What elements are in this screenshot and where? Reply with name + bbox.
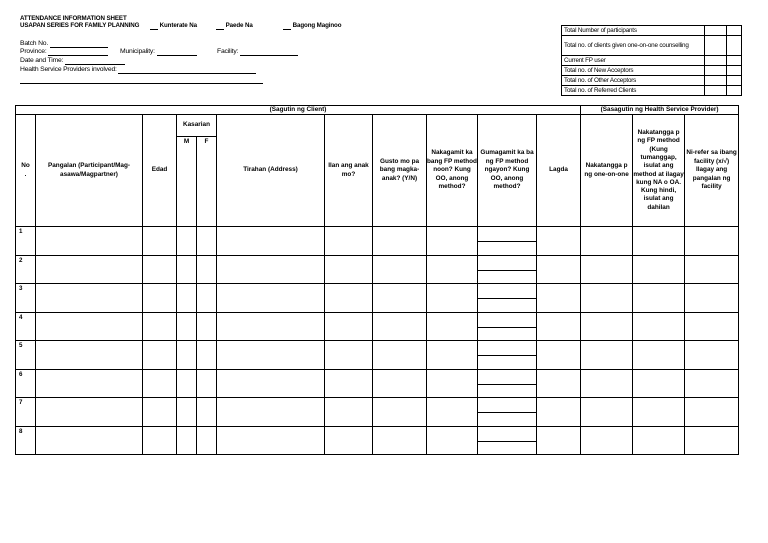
table-cell[interactable] — [633, 426, 685, 455]
col-header-no: No . — [16, 115, 36, 227]
table-cell[interactable] — [177, 341, 197, 370]
table-cell[interactable] — [36, 227, 143, 256]
section-header-row — [16, 106, 739, 115]
table-cell[interactable] — [177, 398, 197, 427]
summary-row — [562, 76, 742, 86]
option-bagong-maginoo[interactable]: Bagong Maginoo — [283, 22, 341, 30]
table-cell[interactable] — [427, 341, 478, 370]
cell-divider — [478, 412, 536, 413]
col-header-sex: Kasarian — [177, 115, 217, 137]
table-cell[interactable] — [197, 284, 217, 313]
table-cell[interactable] — [325, 341, 373, 370]
table-cell[interactable] — [581, 398, 633, 427]
summary-extra-cell[interactable] — [727, 76, 742, 86]
table-cell[interactable] — [143, 227, 177, 256]
table-cell[interactable] — [373, 284, 427, 313]
table-cell[interactable] — [143, 398, 177, 427]
table-cell[interactable] — [36, 398, 143, 427]
table-row — [16, 341, 739, 370]
table-cell[interactable] — [581, 227, 633, 256]
table-cell[interactable] — [427, 227, 478, 256]
col-header-age: Edad — [143, 115, 177, 227]
cell-using-fp[interactable] — [478, 398, 537, 427]
facility-field[interactable]: Facility: — [217, 48, 298, 56]
providers-field[interactable]: Health Service Providers involved: — [20, 66, 256, 74]
row-number: 8 — [16, 426, 36, 455]
table-cell[interactable] — [427, 426, 478, 455]
col-header-address: Tirahan (Address) — [217, 115, 325, 227]
table-cell[interactable] — [633, 227, 685, 256]
table-cell[interactable] — [685, 341, 739, 370]
col-header-signature: Lagda — [537, 115, 581, 227]
summary-row — [562, 86, 742, 96]
table-cell[interactable] — [197, 426, 217, 455]
municipality-field[interactable]: Municipality: — [120, 48, 197, 56]
cell-using-fp[interactable] — [478, 369, 537, 398]
summary-extra-cell[interactable] — [727, 56, 742, 66]
option-kunterate[interactable]: Kunterate Na — [150, 22, 197, 30]
summary-row — [562, 36, 742, 56]
table-cell[interactable] — [177, 255, 197, 284]
table-cell[interactable] — [685, 227, 739, 256]
cell-using-fp[interactable] — [478, 227, 537, 256]
table-cell[interactable] — [197, 398, 217, 427]
table-cell[interactable] — [685, 284, 739, 313]
table-cell[interactable] — [197, 369, 217, 398]
table-cell[interactable] — [197, 312, 217, 341]
summary-row — [562, 56, 742, 66]
cell-using-fp[interactable] — [478, 426, 537, 455]
col-header-want-more: Gusto mo pa bang magka-anak? (Y/N) — [373, 115, 427, 227]
cell-divider — [478, 298, 536, 299]
table-cell[interactable] — [537, 341, 581, 370]
col-header-male: M — [177, 137, 197, 227]
col-header-received-method: Nakatangga p ng FP method (Kung tumanggap, isulat ang method at ilagay kung NA o OA. Kung hindi, isulat ang dahilan — [633, 115, 685, 227]
table-cell[interactable] — [537, 227, 581, 256]
col-header-female: F — [197, 137, 217, 227]
summary-row — [562, 26, 742, 36]
table-cell[interactable] — [633, 312, 685, 341]
table-cell[interactable] — [217, 284, 325, 313]
attendance-table — [15, 105, 739, 455]
row-number: 3 — [16, 284, 36, 313]
table-row — [16, 426, 739, 455]
summary-row — [562, 66, 742, 76]
summary-label: Current FP user — [562, 56, 705, 66]
table-cell[interactable] — [217, 255, 325, 284]
cell-using-fp[interactable] — [478, 255, 537, 284]
table-cell[interactable] — [325, 227, 373, 256]
table-cell[interactable] — [217, 398, 325, 427]
table-row — [16, 255, 739, 284]
summary-value-cell[interactable] — [705, 36, 727, 56]
table-cell[interactable] — [537, 255, 581, 284]
table-cell[interactable] — [177, 312, 197, 341]
table-cell[interactable] — [325, 398, 373, 427]
table-cell[interactable] — [217, 227, 325, 256]
option-paede[interactable]: Paede Na — [216, 22, 253, 30]
table-cell[interactable] — [36, 284, 143, 313]
table-cell[interactable] — [325, 255, 373, 284]
client-section-header: (Sagutin ng Client) — [16, 106, 581, 115]
cell-using-fp[interactable] — [478, 341, 537, 370]
table-cell[interactable] — [177, 284, 197, 313]
table-cell[interactable] — [581, 369, 633, 398]
col-header-children: Ilan ang anak mo? — [325, 115, 373, 227]
table-cell[interactable] — [373, 341, 427, 370]
table-cell[interactable] — [537, 284, 581, 313]
table-cell[interactable] — [427, 255, 478, 284]
sheet-title: ATTENDANCE INFORMATION SHEET — [20, 15, 127, 22]
table-cell[interactable] — [36, 255, 143, 284]
cell-divider — [478, 355, 536, 356]
table-cell[interactable] — [581, 284, 633, 313]
summary-value-cell[interactable] — [705, 86, 727, 96]
table-cell[interactable] — [633, 341, 685, 370]
cell-divider — [478, 384, 536, 385]
table-cell[interactable] — [373, 227, 427, 256]
cell-divider — [478, 270, 536, 271]
table-cell[interactable] — [197, 255, 217, 284]
summary-label: Total no. of Other Acceptors — [562, 76, 705, 86]
table-cell[interactable] — [325, 312, 373, 341]
sheet-subtitle: USAPAN SERIES FOR FAMILY PLANNING — [20, 22, 140, 29]
table-cell[interactable] — [373, 255, 427, 284]
col-header-referred: Ni-refer sa ibang facility (x/√) Ilagay ang pangalan ng facility — [685, 115, 739, 227]
table-row — [16, 312, 739, 341]
table-cell[interactable] — [143, 426, 177, 455]
row-number: 5 — [16, 341, 36, 370]
table-cell[interactable] — [143, 255, 177, 284]
row-number: 6 — [16, 369, 36, 398]
table-cell[interactable] — [427, 398, 478, 427]
table-cell[interactable] — [537, 312, 581, 341]
table-cell[interactable] — [581, 312, 633, 341]
table-cell[interactable] — [143, 369, 177, 398]
summary-value-cell[interactable] — [705, 66, 727, 76]
table-cell[interactable] — [633, 398, 685, 427]
summary-label: Total no. of New Acceptors — [562, 66, 705, 76]
table-cell[interactable] — [197, 341, 217, 370]
row-number: 2 — [16, 255, 36, 284]
table-cell[interactable] — [373, 398, 427, 427]
column-header-row — [16, 115, 739, 137]
table-cell[interactable] — [217, 369, 325, 398]
table-cell[interactable] — [537, 369, 581, 398]
table-cell[interactable] — [537, 398, 581, 427]
table-cell[interactable] — [143, 341, 177, 370]
table-cell[interactable] — [325, 284, 373, 313]
table-cell[interactable] — [325, 369, 373, 398]
table-cell[interactable] — [373, 369, 427, 398]
cell-divider — [478, 327, 536, 328]
table-row — [16, 398, 739, 427]
col-header-using-fp: Gumagamit ka ba ng FP method ngayon? Kung OO, anong method? — [478, 115, 537, 227]
summary-table — [561, 25, 742, 96]
summary-value-cell[interactable] — [705, 26, 727, 36]
table-cell[interactable] — [373, 312, 427, 341]
providers-extra-line[interactable] — [20, 83, 263, 84]
row-number: 7 — [16, 398, 36, 427]
table-cell[interactable] — [633, 255, 685, 284]
table-cell[interactable] — [685, 369, 739, 398]
cell-using-fp[interactable] — [478, 284, 537, 313]
summary-extra-cell[interactable] — [727, 26, 742, 36]
table-cell[interactable] — [143, 312, 177, 341]
table-cell[interactable] — [36, 341, 143, 370]
provider-section-header: (Sasagutin ng Health Service Provider) — [581, 106, 739, 115]
cell-divider — [478, 241, 536, 242]
table-cell[interactable] — [217, 426, 325, 455]
table-cell[interactable] — [36, 426, 143, 455]
table-cell[interactable] — [427, 312, 478, 341]
table-cell[interactable] — [177, 426, 197, 455]
table-cell[interactable] — [685, 312, 739, 341]
table-cell[interactable] — [427, 284, 478, 313]
table-cell[interactable] — [373, 426, 427, 455]
table-row — [16, 227, 739, 256]
table-cell[interactable] — [427, 369, 478, 398]
table-cell[interactable] — [177, 227, 197, 256]
row-number: 1 — [16, 227, 36, 256]
table-cell[interactable] — [217, 341, 325, 370]
col-header-name: Pangalan (Participant/Mag-asawa/Magpartner) — [36, 115, 143, 227]
table-cell[interactable] — [581, 255, 633, 284]
province-field[interactable]: Province: — [20, 48, 108, 56]
table-row — [16, 369, 739, 398]
table-cell[interactable] — [36, 369, 143, 398]
cell-using-fp[interactable] — [478, 312, 537, 341]
batch-field[interactable]: Batch No. — [20, 40, 108, 48]
table-cell[interactable] — [581, 341, 633, 370]
table-cell[interactable] — [537, 426, 581, 455]
table-cell[interactable] — [36, 312, 143, 341]
table-cell[interactable] — [633, 369, 685, 398]
summary-label: Total no. of Referred Clients — [562, 86, 705, 96]
cell-divider — [478, 441, 536, 442]
col-header-used-fp: Nakagamit ka bang FP method noon? Kung OO, anong method? — [427, 115, 478, 227]
table-cell[interactable] — [685, 398, 739, 427]
col-header-one-on-one: Nakatangga p ng one-on-one — [581, 115, 633, 227]
table-cell[interactable] — [685, 255, 739, 284]
summary-value-cell[interactable] — [705, 76, 727, 86]
summary-label: Total Number of participants — [562, 26, 705, 36]
table-cell[interactable] — [217, 312, 325, 341]
row-number: 4 — [16, 312, 36, 341]
table-cell[interactable] — [325, 426, 373, 455]
summary-extra-cell[interactable] — [727, 86, 742, 96]
table-cell[interactable] — [197, 227, 217, 256]
date-time-field[interactable]: Date and Time: — [20, 57, 125, 65]
summary-label: Total no. of clients given one-on-one counselling — [562, 36, 705, 56]
summary-value-cell[interactable] — [705, 56, 727, 66]
table-cell[interactable] — [177, 369, 197, 398]
table-cell[interactable] — [581, 426, 633, 455]
table-row — [16, 284, 739, 313]
summary-extra-cell[interactable] — [727, 36, 742, 56]
summary-extra-cell[interactable] — [727, 66, 742, 76]
table-cell[interactable] — [143, 284, 177, 313]
table-cell[interactable] — [685, 426, 739, 455]
table-cell[interactable] — [633, 284, 685, 313]
